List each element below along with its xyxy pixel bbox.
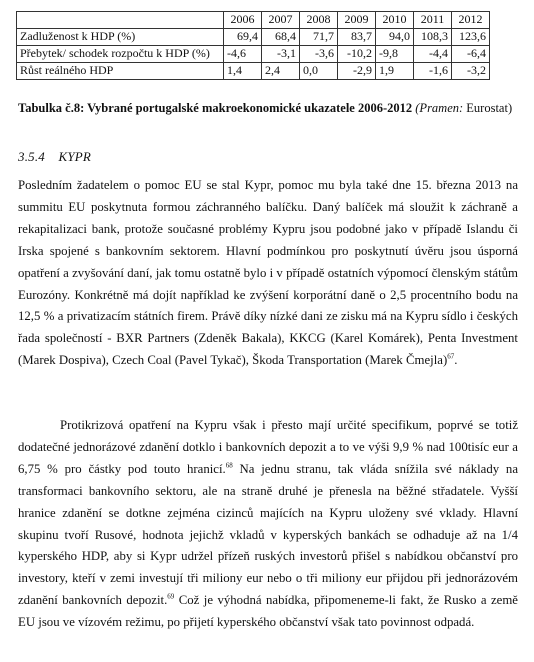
- year-header: 2008: [300, 12, 338, 29]
- paragraph-1: [18, 175, 518, 372]
- table-cell: 83,7: [338, 29, 376, 46]
- footnote-ref-67[interactable]: 67: [447, 352, 455, 361]
- table-cell: -4,4: [414, 46, 452, 63]
- footnote-ref-69[interactable]: 69: [167, 592, 175, 601]
- table-cell: -10,2: [338, 46, 376, 63]
- year-header: 2012: [452, 12, 490, 29]
- table-cell: -3,2: [452, 63, 490, 80]
- paragraph-1-text: Posledním žadatelem o pomoc EU se stal Kypr, pomoc mu byla také dne 15. března 2013 na summitu EU poskytnuta formou záchranného balíčku. Daný balíček má sloužit k záchraně a rekapitalizaci bank, protože současné problémy Kypru jsou podobné jako v případě Islandu či Irska spojené s bankovním sektorem. Hlavní podmínkou pro poskytnutí úvěru jsou úsporná opatření a zvyšování daní, jak tomu ostatně bylo i v případě ostatních výpomocí členským státům Eurozóny. Konkrétně má dojít například ke zvýšení korporátní daně o 2,5 procentního bodu na 12,5 % a privatizacím státních firem. Právě díky nízké dani ze zisku má na Kypru sídlo i českých řada společností - BXR Partners (Zdeněk Bakala), KKCG (Karel Komárek), Penta Investment (Marek Dospiva), Czech Coal (Pavel Tykač), Škoda Transportation (Marek Čmejla): [18, 178, 518, 368]
- table-cell: 68,4: [262, 29, 300, 46]
- macro-indicators-table: [16, 11, 490, 80]
- table-cell: 69,4: [224, 29, 262, 46]
- table-row: [17, 63, 490, 80]
- row-label: Zadluženost k HDP (%): [17, 29, 224, 46]
- table-row: [17, 29, 490, 46]
- table-cell: -3,6: [300, 46, 338, 63]
- row-label: Růst reálného HDP: [17, 63, 224, 80]
- table-caption: [18, 97, 518, 119]
- table-cell: 108,3: [414, 29, 452, 46]
- paragraph-2-part-1: Protikrizová opatření na Kypru však i přesto mají určité specifikum, poprvé se totiž dodatečné jednorázové zdanění dotklo i bankovních depozit a to ve výši 9,9 % nad 100tisíc eur a 6,75 % pro částky pod touto hranicí.: [18, 418, 518, 476]
- caption-source-label: (Pramen:: [415, 101, 464, 115]
- paragraph-2-part-3: Což je výhodná nabídka, připomeneme-li fakt, že Rusko a země EU jsou ve vízovém režimu, po přijetí kyperského občanství však tato povinnost odpadá.: [18, 593, 518, 630]
- table-cell: -4,6: [224, 46, 262, 63]
- year-header: 2010: [376, 12, 414, 29]
- table-cell: 94,0: [376, 29, 414, 46]
- year-header: 2007: [262, 12, 300, 29]
- table-cell: 1,4: [224, 63, 262, 80]
- caption-source: Eurostat): [466, 101, 513, 115]
- table-cell: 0,0: [300, 63, 338, 80]
- footnote-ref-68[interactable]: 68: [225, 461, 233, 470]
- table-cell: 1,9: [376, 63, 414, 80]
- year-header: 2009: [338, 12, 376, 29]
- paragraph-2-part-2: Na jednu stranu, tak vláda snížila své náklady na transformaci bankovního sektoru, ale na straně druhé je přenesla na běžné střadatele. Vyšší hranice zdanění se dotkne zejména cizinců majících na Kypru uloženy své vklady. Hlavní skupinu tvoří Rusové, hodnota jejichž vkladů v kyperských bankách se odhaduje až na 1/4 kyperského HDP, aby si Kypr udržel přízeň ruských investorů přišel s nabídkou občanství pro investory, kteří v zemi investují tři miliony eur nebo o tři miliony eur přijdou při jednorázovém zdanění bankovních depozit.: [18, 461, 518, 608]
- paragraph-2: [18, 415, 518, 634]
- year-header: 2011: [414, 12, 452, 29]
- section-number: 3.5.4: [18, 149, 45, 164]
- table-cell: 2,4: [262, 63, 300, 80]
- table-cell: -9,8: [376, 46, 414, 63]
- year-header: 2006: [224, 12, 262, 29]
- table-cell: 71,7: [300, 29, 338, 46]
- table-cell: -2,9: [338, 63, 376, 80]
- section-heading: [18, 149, 91, 165]
- table-header-row: [17, 12, 490, 29]
- table-cell: -6,4: [452, 46, 490, 63]
- table-row: [17, 46, 490, 63]
- table-cell: -3,1: [262, 46, 300, 63]
- table-cell: -1,6: [414, 63, 452, 80]
- table-cell: 123,6: [452, 29, 490, 46]
- row-label: Přebytek/ schodek rozpočtu k HDP (%): [17, 46, 224, 63]
- section-title: KYPR: [58, 149, 92, 164]
- caption-title: Tabulka č.8: Vybrané portugalské makroekonomické ukazatele 2006-2012: [18, 101, 413, 115]
- table-corner-cell: [17, 12, 224, 29]
- paragraph-1-end: .: [454, 353, 458, 368]
